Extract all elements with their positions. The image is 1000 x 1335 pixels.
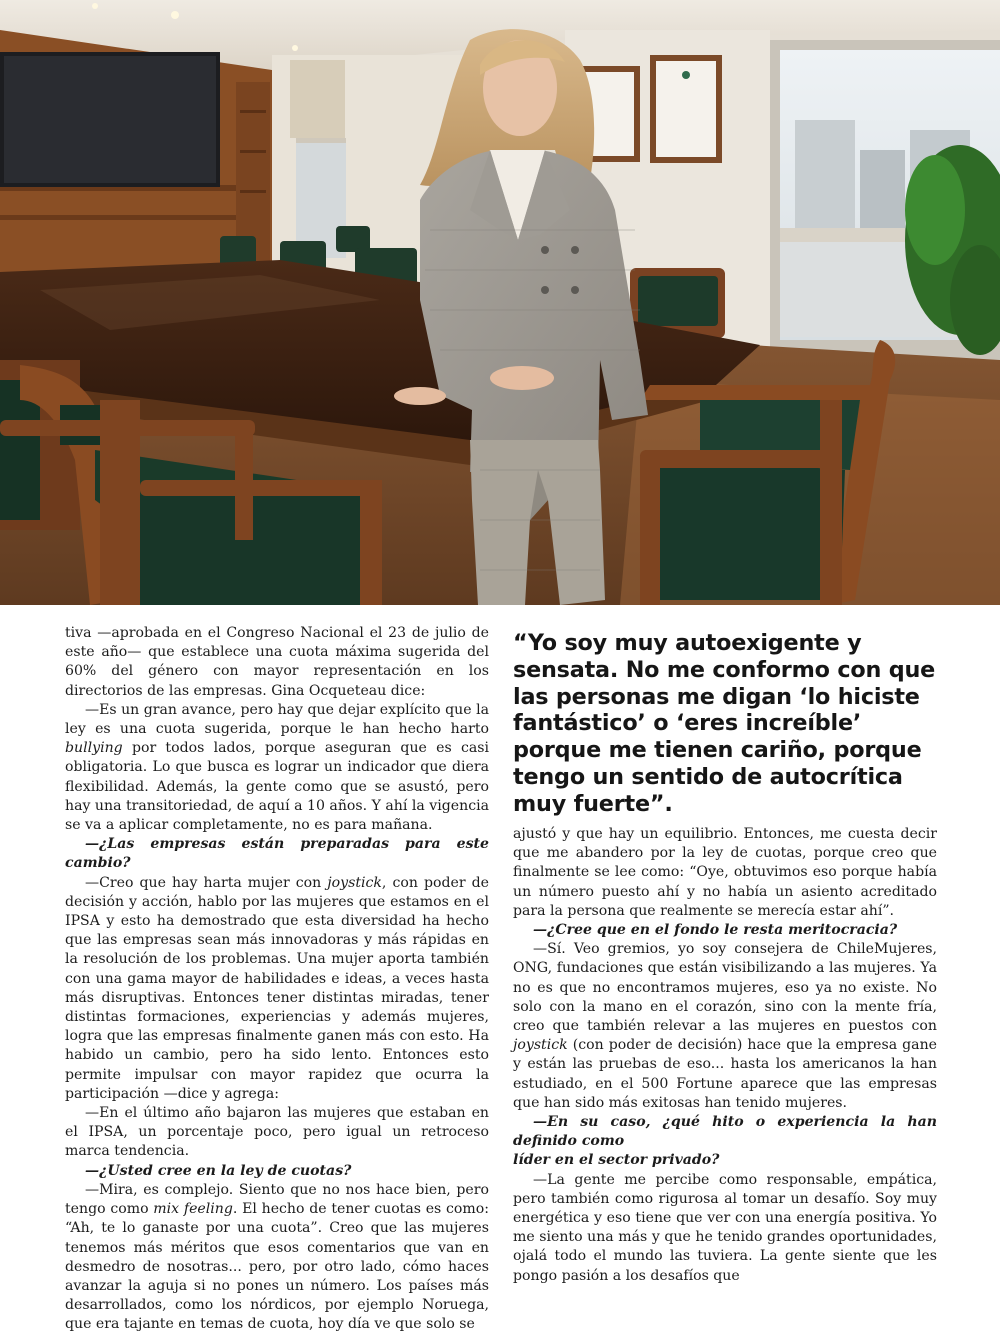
paragraph: ajustó y que hay un equilibrio. Entonces, me cuesta decir que me abandero por la ley de cuotas, porque creo que finalmente se lee como: “Oye, obtuvimos eso porque había un número puesto ahí y no había un asiento acreditado para la persona que realmente se merecía estar ahí”. <box>513 826 937 919</box>
article-photo <box>0 0 1000 605</box>
interview-question: —¿Usted cree en la ley de cuotas? <box>85 1162 352 1179</box>
interview-question: —¿Cree que en el fondo le resta meritocracia? <box>533 922 898 939</box>
article-column-left <box>65 624 489 1335</box>
article-column-right <box>513 825 937 1286</box>
paragraph: —Sí. Veo gremios, yo soy consejera de ChileMujeres, ONG, fundaciones que están visibilizando a las mujeres. Ya no es que no encontramos mujeres, eso ya no existe. No solo con la mano en el corazón, sino con la mente fría, creo que también relevar a las mujeres en puestos con joystick (con poder de decisión) hace que la empresa gane y están las pruebas de eso... hasta los americanos la han estudiado, en el 500 Fortune aparece que las empresas que han sido más exitosas han tenido mujeres. <box>513 941 937 1111</box>
boardroom-photo <box>0 0 1000 605</box>
paragraph: —La gente me percibe como responsable, empática, pero también como rigurosa al tomar un desafío. Soy muy energética y eso tiene que ver con una energía positiva. Yo me siento una más y que he tenido grandes oportunidades, ojalá todo el mundo las tuviera. La gente siente que les pongo pasión a los desafíos que <box>513 1171 937 1284</box>
paragraph: tiva —aprobada en el Congreso Nacional el 23 de julio de este año— que establece una cuota máxima sugerida del 60% del género con mayor representación en los directorios de las empresas. Gina Ocqueteau dice: <box>65 625 489 699</box>
paragraph: —En el último año bajaron las mujeres que estaban en el IPSA, un porcentaje poco, pero igual un retroceso marca tendencia. <box>65 1105 489 1160</box>
interview-question: —¿Las empresas están preparadas para este cambio? <box>65 836 489 872</box>
paragraph: —Es un gran avance, pero hay que dejar explícito que la ley es una cuota sugerida, porque le han hecho harto bullying por todos lados, porque aseguran que es casi obligatoria. Lo que busca es lograr un indicador que diera flexibilidad. Además, la gente como que se asustó, pero hay una transitoriedad, de aquí a 10 años. Y ahí la vigencia se va a aplicar completamente, no es para mañana. <box>65 701 489 834</box>
paragraph: —Mira, es complejo. Siento que no nos hace bien, pero tengo como mix feeling. El hecho de tener cuotas es como: “Ah, te lo ganaste por una cuota”. Creo que las mujeres tenemos más méritos que esos comentarios que van en desmedro de nosotras... pero, por otro lado, cómo haces avanzar la aguja si no pones un número. Los países más desarrollados, como los nórdicos, por ejemplo Noruega, que era tajante en temas de cuota, hoy día ve que solo se <box>65 1181 490 1333</box>
interview-question: —En su caso, ¿qué hito o experiencia la han definido como líder en el sector privado? <box>513 1114 937 1169</box>
paragraph: —Creo que hay harta mujer con joystick, con poder de decisión y acción, hablo por las mujeres que estamos en el IPSA y esto ha demostrado que esta diversidad ha hecho que las empresas sean más innovadoras y más rápidas en la resolución de los problemas. Una mujer aporta también con una gama mayor de habilidades e ideas, a veces hasta más disruptivas. Entonces tener distintas miradas, tener distintas formaciones, experiencias y además mujeres, logra que las empresas finalmente ganen más con esto. Ha habido un cambio, pero ha sido lento. Entonces esto permite impulsar con mayor rapidez que ocurra la participación —dice y agrega: <box>65 874 489 1102</box>
pull-quote: “Yo soy muy autoexigente y sensata. No me conformo con que las personas me digan ‘lo hiciste fantástico’ o ‘eres increíble’ porque me tienen cariño, porque tengo un sentido de autocrítica muy fuerte”. <box>513 630 936 817</box>
